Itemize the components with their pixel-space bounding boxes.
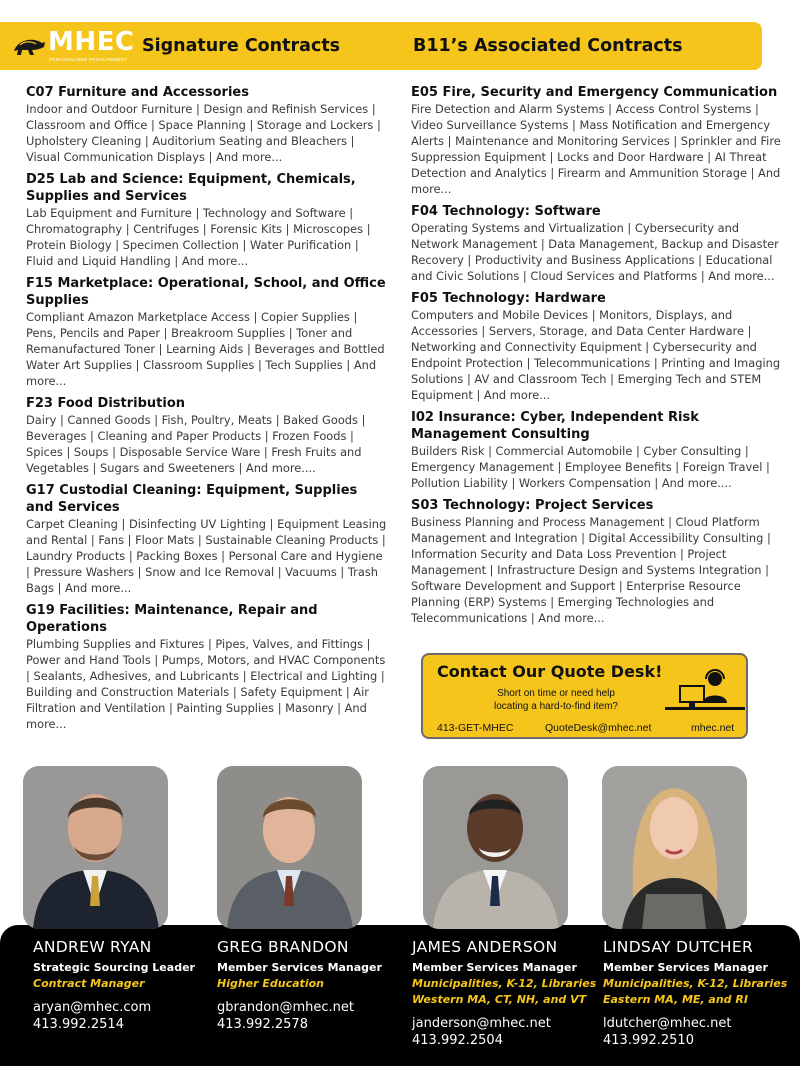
contract-d25 (26, 171, 388, 269)
contract-items: Builders Risk | Commercial Automobile | Cyber Consulting | Emergency Management | Employee Benefits | Foreign Travel | Pollution Liability | Workers Compensation | And more.... (411, 444, 770, 490)
quote-desk-title: Contact Our Quote Desk! (437, 662, 663, 681)
staff-name: ANDREW RYAN (33, 938, 152, 956)
avatar-lindsay-dutcher (602, 766, 747, 929)
contract-c07 (26, 84, 388, 165)
contract-items: Compliant Amazon Marketplace Access | Copier Supplies | Pens, Pencils and Paper | Breakroom Supplies | Toner and Remanufactured Toner | Learning Aids | Beverages and Bottled Water Art Supplies | Classroom Supplies | Tech Supplies | And more... (26, 310, 385, 388)
staff-segment: Contract Manager (33, 977, 145, 990)
contract-items: Indoor and Outdoor Furniture | Design and Refinish Services | Classroom and Office | Space Planning | Storage and Lockers | Upholstery Cleaning | Auditorium Seating and Bleachers | Visual Communication Displays | And more... (26, 102, 381, 164)
staff-region: Eastern MA, ME, and RI (603, 993, 748, 1006)
staff-region: Western MA, CT, NH, and VT (412, 993, 587, 1006)
staff-name: LINDSAY DUTCHER (603, 938, 754, 956)
contract-items: Fire Detection and Alarm Systems | Access Control Systems | Video Surveillance Systems | Mass Notification and Emergency Alerts | Maintenance and Monitoring Services | Sprinkler and Fire Suppression Equipment | Locks and Door Hardware | AI Threat Detection and Analytics | Firearm and Ammunition Storage | And more... (411, 102, 781, 196)
staff-email[interactable]: aryan@mhec.com (33, 1000, 152, 1015)
staff-phone[interactable]: 413.992.2504 (412, 1033, 503, 1048)
staff-email[interactable]: ldutcher@mhec.net (603, 1016, 732, 1031)
quote-desk-phone[interactable]: 413-GET-MHEC (437, 722, 514, 734)
contract-title: F23 Food Distribution (26, 396, 186, 411)
contract-title: F04 Technology: Software (411, 204, 601, 219)
avatar-greg-brandon (217, 766, 362, 929)
contract-items: Operating Systems and Virtualization | Cybersecurity and Network Management | Data Management, Backup and Disaster Recovery | Productivity and Business Applications | Educational and Civic Solutions | Cloud Services and Platforms | And more... (411, 221, 779, 283)
contract-f15 (26, 275, 388, 389)
staff-phone[interactable]: 413.992.2578 (217, 1017, 308, 1032)
contract-title: G17 Custodial Cleaning: Equipment, Supplies and Services (26, 483, 358, 515)
contract-title: F15 Marketplace: Operational, School, and Office Supplies (26, 276, 386, 308)
turtle-logo-icon (12, 33, 46, 59)
staff-name: JAMES ANDERSON (412, 938, 558, 956)
staff-card-lindsay-dutcher (603, 938, 787, 1049)
contract-items: Dairy | Canned Goods | Fish, Poultry, Meats | Baked Goods | Beverages | Cleaning and Paper Products | Frozen Foods | Spices | Soups | Disposable Service Ware | Fresh Fruits and Vegetables | Sugars and Sweeteners | And more.... (26, 413, 366, 475)
contract-items: Computers and Mobile Devices | Monitors, Displays, and Accessories | Servers, Storage, and Data Center Hardware | Networking and Connectivity Equipment | Cybersecurity and Endpoint Protection | Telecommunications | Printing and Imaging Solutions | AV and Classroom Tech | Emerging Tech and STEM Equipment | And more... (411, 308, 781, 402)
logo-text: MHEC (48, 27, 135, 57)
staff-segment: Municipalities, K-12, Libraries (412, 977, 597, 990)
quote-desk-website[interactable]: mhec.net (691, 722, 735, 734)
signature-contracts-list (26, 84, 388, 738)
contract-g19 (26, 602, 388, 732)
contract-title: D25 Lab and Science: Equipment, Chemicals, Supplies and Services (26, 172, 356, 204)
contract-f05 (411, 290, 783, 403)
staff-email[interactable]: gbrandon@mhec.net (217, 1000, 355, 1015)
staff-segment: Municipalities, K-12, Libraries (603, 977, 788, 990)
staff-role: Member Services Manager (217, 961, 382, 974)
contract-items: Business Planning and Process Management | Cloud Platform Management and Integration | Digital Accessibility Consulting | Information Security and Data Loss Prevention | Project Management | Infrastructure Design and Systems Integration | Software Development and Support | Enterprise Resource Planning (ERP) Systems | Emerging Technologies and Telecommunications | And more... (411, 515, 771, 625)
contract-items: Carpet Cleaning | Disinfecting UV Lighting | Equipment Leasing and Rental | Fans | Floor Mats | Sustainable Cleaning Products | Laundry Products | Packing Boxes | Personal Care and Hygiene | Pressure Washers | Snow and Ice Removal | Vacuums | Trash Bags | And more... (26, 517, 387, 595)
staff-card-greg-brandon (217, 938, 382, 1033)
quote-desk-subtitle: Short on time or need help locating a hard-to-find item? (494, 688, 618, 712)
staff-phone[interactable]: 413.992.2510 (603, 1033, 694, 1048)
contract-title: G19 Facilities: Maintenance, Repair and Operations (26, 603, 318, 635)
staff-card-james-anderson (412, 938, 596, 1049)
contract-title: F05 Technology: Hardware (411, 291, 606, 306)
contract-title: S03 Technology: Project Services (411, 498, 654, 513)
contract-i02 (411, 409, 783, 491)
contract-items: Plumbing Supplies and Fixtures | Pipes, Valves, and Fittings | Power and Hand Tools | Pumps, Motors, and HVAC Components | Sealants, Adhesives, and Lubricants | Electrical and Lighting | Building and Construction Materials | Safety Equipment | Air Filtration and Ventilation | Painting Supplies | Masonry | And more... (26, 637, 386, 731)
staff-name: GREG BRANDON (217, 938, 349, 956)
contract-f04 (411, 203, 783, 284)
contract-s03 (411, 497, 783, 626)
quote-desk-email[interactable]: QuoteDesk@mhec.net (545, 722, 652, 734)
staff-role: Strategic Sourcing Leader (33, 961, 195, 974)
logo-tagline: PERSONALIZED PROCUREMENT (49, 57, 128, 62)
contract-e05 (411, 84, 783, 197)
associated-contracts-list (411, 84, 783, 632)
staff-email[interactable]: janderson@mhec.net (412, 1016, 551, 1031)
contract-title: E05 Fire, Security and Emergency Communication (411, 85, 778, 100)
signature-contracts-heading: Signature Contracts (142, 36, 341, 56)
quote-desk-box (421, 653, 748, 739)
staff-segment: Higher Education (217, 977, 324, 990)
staff-role: Member Services Manager (603, 961, 768, 974)
contract-g17 (26, 482, 388, 596)
contract-title: C07 Furniture and Accessories (26, 85, 249, 100)
avatar-andrew-ryan (23, 766, 168, 929)
mhec-logo (12, 29, 140, 65)
associated-contracts-heading: B11’s Associated Contracts (413, 36, 683, 56)
staff-role: Member Services Manager (412, 961, 577, 974)
agent-at-computer-icon (659, 667, 747, 719)
contract-f23 (26, 395, 388, 476)
avatar-james-anderson (423, 766, 568, 929)
staff-card-andrew-ryan (33, 938, 195, 1033)
contract-title: I02 Insurance: Cyber, Independent Risk Management Consulting (411, 410, 699, 442)
staff-phone[interactable]: 413.992.2514 (33, 1017, 124, 1032)
contract-items: Lab Equipment and Furniture | Technology and Software | Chromatography | Centrifuges | Forensic Kits | Microscopes | Protein Biology | Specimen Collection | Water Purification | Fluid and Liquid Handling | And more... (26, 206, 371, 268)
